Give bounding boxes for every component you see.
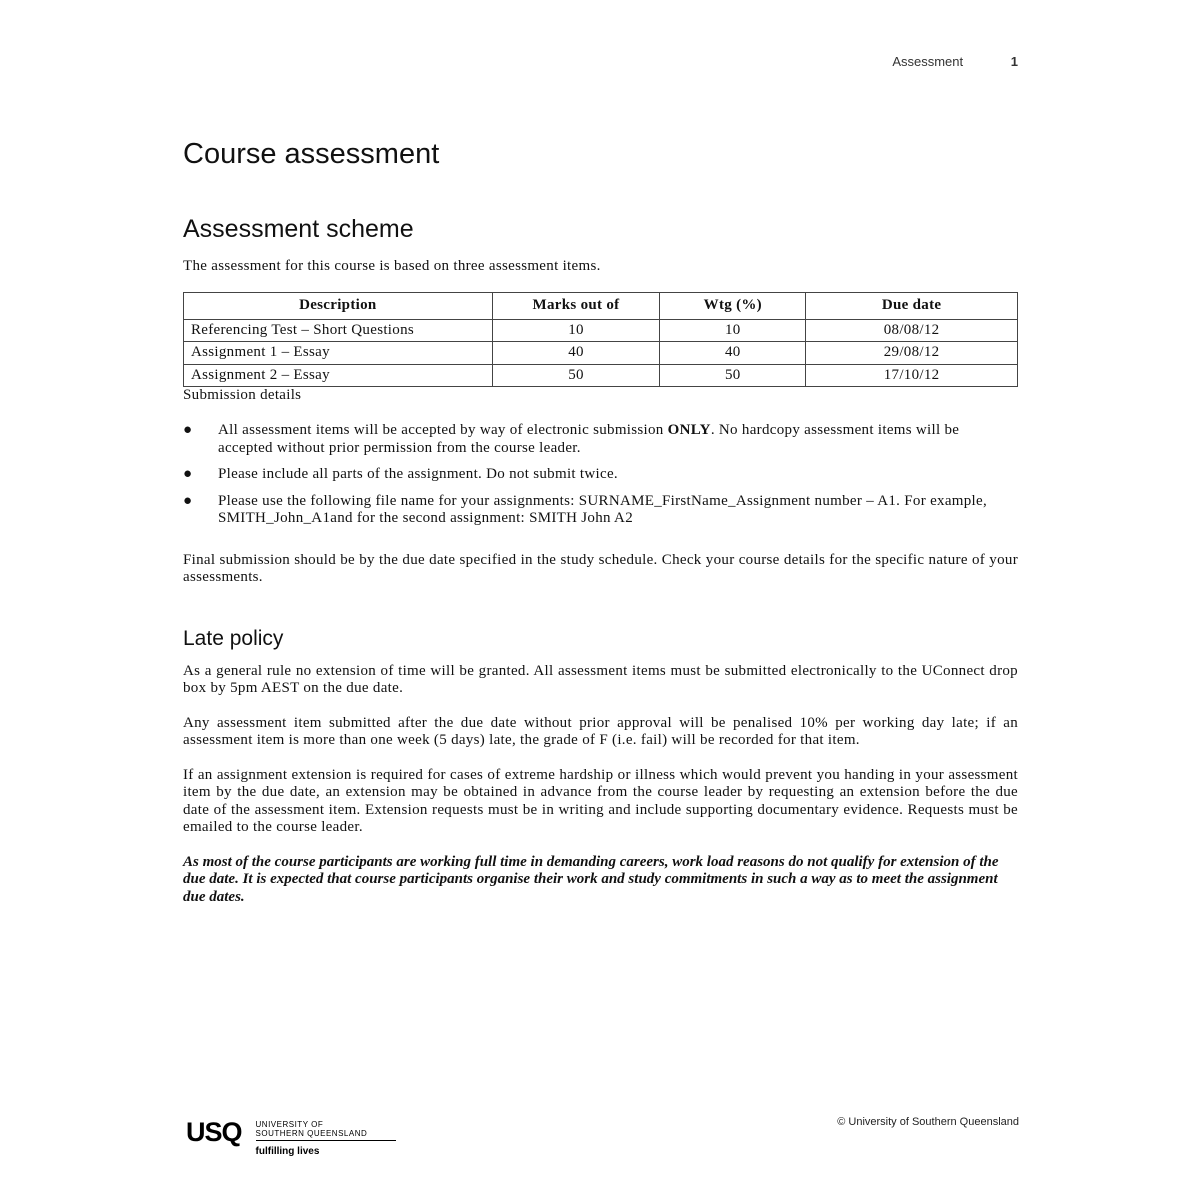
cell-due-date: 17/10/12	[806, 364, 1018, 387]
list-item-text: Please use the following file name for your assignments: SURNAME_FirstName_Assignment number – A1. For example, SMITH_John_A1and for the second assignment: SMITH John A2	[218, 492, 988, 526]
cell-marks: 50	[492, 364, 660, 387]
cell-description: Assignment 2 – Essay	[184, 364, 493, 387]
page-number: 1	[1010, 54, 1018, 69]
cell-weighting: 40	[660, 342, 806, 365]
list-item	[183, 466, 1018, 484]
running-header	[892, 54, 1018, 69]
submission-list	[183, 422, 1018, 528]
column-header-due-date: Due date	[806, 292, 1018, 319]
column-header-marks: Marks out of	[492, 292, 660, 319]
cell-description: Referencing Test – Short Questions	[184, 319, 493, 342]
assessment-scheme-heading: Assessment scheme	[183, 215, 414, 243]
bullet-icon: ●	[183, 492, 193, 509]
table-header-row	[184, 292, 1018, 319]
column-header-weighting: Wtg (%)	[660, 292, 806, 319]
assessment-table	[183, 292, 1018, 388]
cell-due-date: 08/08/12	[806, 319, 1018, 342]
bullet-icon: ●	[183, 422, 193, 438]
list-item-text: Please include all parts of the assignment. Do not submit twice.	[218, 466, 618, 482]
copyright-notice: © University of Southern Queensland	[837, 1116, 1019, 1128]
table-row	[184, 342, 1018, 365]
cell-weighting: 50	[660, 364, 806, 387]
bullet-icon: ●	[183, 466, 193, 482]
late-policy-paragraph: Any assessment item submitted after the due date without prior approval will be penalised 10% per working day late; if an assessment item is more than one week (5 days) late, the grade of F (i.e. fail) will be recorded for that item.	[183, 714, 1018, 748]
page-content	[183, 138, 1018, 906]
list-item-text-after: . No hardcopy assessment items will be accepted without prior permission from the course leader.	[218, 422, 960, 456]
late-policy-emphasis: As most of the course participants are working full time in demanding careers, work load reasons do not qualify for extension of the due date. It is expected that course participants organise their work and study commitments in such a way as to meet the assignment due dates.	[183, 853, 999, 905]
late-policy-heading: Late policy	[183, 626, 284, 650]
page-title: Course assessment	[183, 138, 440, 170]
submission-details-label: Submission details	[183, 387, 302, 403]
logo-line-2: SOUTHERN QUEENSLAND	[255, 1129, 368, 1138]
late-policy-paragraph: If an assignment extension is required for cases of extreme hardship or illness which would prevent you handing in your assessment item by the due date, an extension may be obtained in advance from the course leader by requesting an extension before the due date of the assessment item. Extension requests must be in writing and include supporting documentary evidence. Requests must be emailed to the course leader.	[183, 766, 1018, 835]
usq-logo	[186, 1117, 396, 1156]
cell-due-date: 29/08/12	[806, 342, 1018, 365]
cell-description: Assignment 1 – Essay	[184, 342, 493, 365]
list-item-text-before: All assessment items will be accepted by way of electronic submission	[218, 422, 668, 438]
logo-line-1: UNIVERSITY OF	[255, 1120, 324, 1129]
column-header-description: Description	[184, 292, 493, 319]
logo-mark: USQ	[186, 1117, 242, 1147]
list-item	[183, 493, 1018, 528]
logo-wordmark	[256, 1117, 396, 1156]
cell-marks: 40	[492, 342, 660, 365]
final-submission-paragraph: Final submission should be by the due date specified in the study schedule. Check your course details for the specific nature of your assessments.	[183, 551, 1018, 585]
late-policy-paragraph: As a general rule no extension of time will be granted. All assessment items must be submitted electronically to the UConnect drop box by 5pm AEST on the due date.	[183, 662, 1018, 696]
cell-weighting: 10	[660, 319, 806, 342]
assessment-intro: The assessment for this course is based on three assessment items.	[183, 258, 601, 274]
cell-marks: 10	[492, 319, 660, 342]
list-item	[183, 422, 1018, 457]
header-title: Assessment	[892, 54, 964, 69]
list-item-emphasis: ONLY	[667, 422, 711, 438]
logo-tagline: fulfilling lives	[255, 1146, 320, 1157]
table-row	[184, 364, 1018, 387]
table-row	[184, 319, 1018, 342]
logo-divider	[256, 1140, 396, 1141]
